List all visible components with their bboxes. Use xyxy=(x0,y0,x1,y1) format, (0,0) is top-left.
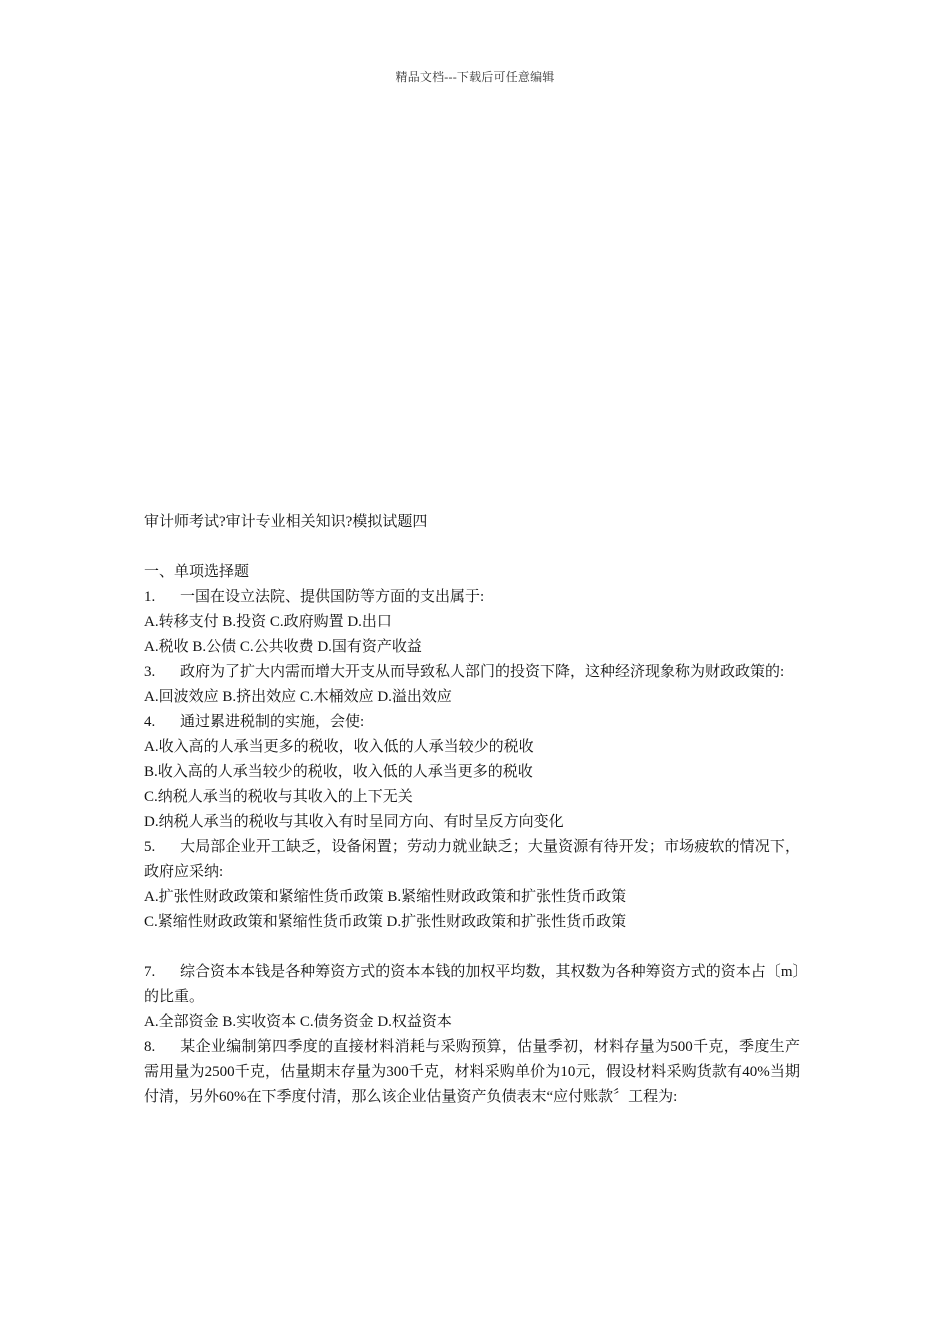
question-7 xyxy=(144,960,800,1010)
question-option: B.收入高的人承当较少的税收，收入低的人承当更多的税收 xyxy=(144,764,533,780)
question-number: 4. xyxy=(144,714,156,730)
question-option: A.回波效应 B.挤出效应 C.木桶效应 D.溢出效应 xyxy=(144,689,452,705)
question-number: 5. xyxy=(144,839,156,855)
question-number: 1. xyxy=(144,589,156,605)
question-text: 政府为了扩大内需而增大开支从而导致私人部门的投资下降，这种经济现象称为财政政策的: xyxy=(180,664,785,680)
question-text: 综合资本本钱是各种筹资方式的资本本钱的加权平均数，其权数为各种筹资方式的资本占〔m〕的比重。 xyxy=(144,964,800,1005)
question-3 xyxy=(144,660,800,685)
question-text: 某企业编制第四季度的直接材料消耗与采购预算，估量季初，材料存量为500千克，季度生产需用量为2500千克，估量期末存量为300千克，材料采购单价为10元，假设材料采购货款有40%当期付清，另外60%在下季度付清，那么该企业估量资产负债表末“应付账款〞工程为: xyxy=(144,1039,800,1105)
question-option: A.转移支付 B.投资 C.政府购置 D.出口 xyxy=(144,614,392,630)
question-4 xyxy=(144,710,800,735)
document-title: 审计师考试?审计专业相关知识?模拟试题四 xyxy=(144,514,428,530)
question-number: 3. xyxy=(144,664,156,680)
question-option: A.税收 B.公债 C.公共收费 D.国有资产收益 xyxy=(144,639,422,655)
question-1 xyxy=(144,585,800,610)
question-option: A.收入高的人承当更多的税收，收入低的人承当较少的税收 xyxy=(144,739,534,755)
section-title: 一、单项选择题 xyxy=(144,564,250,580)
question-number: 8. xyxy=(144,1039,156,1055)
question-8 xyxy=(144,1035,800,1110)
question-option: A.扩张性财政政策和紧缩性货币政策 B.紧缩性财政政策和扩张性货币政策 xyxy=(144,889,627,905)
question-number: 7. xyxy=(144,964,156,980)
question-option: C.紧缩性财政政策和紧缩性货币政策 D.扩张性财政政策和扩张性货币政策 xyxy=(144,914,627,930)
question-text: 一国在设立法院、提供国防等方面的支出属于: xyxy=(180,589,485,605)
question-option: C.纳税人承当的税收与其收入的上下无关 xyxy=(144,789,413,805)
question-5 xyxy=(144,835,800,885)
blank-line xyxy=(144,935,800,960)
document-body xyxy=(144,510,800,1110)
question-text: 大局部企业开工缺乏，设备闲置；劳动力就业缺乏；大量资源有待开发；市场疲软的情况下，政府应采纳: xyxy=(144,839,800,880)
question-text: 通过累进税制的实施，会使: xyxy=(180,714,365,730)
page-header: 精品文档---下载后可任意编辑 xyxy=(395,70,555,84)
question-option: A.全部资金 B.实收资本 C.债务资金 D.权益资本 xyxy=(144,1014,452,1030)
question-option: D.纳税人承当的税收与其收入有时呈同方向、有时呈反方向变化 xyxy=(144,814,564,830)
